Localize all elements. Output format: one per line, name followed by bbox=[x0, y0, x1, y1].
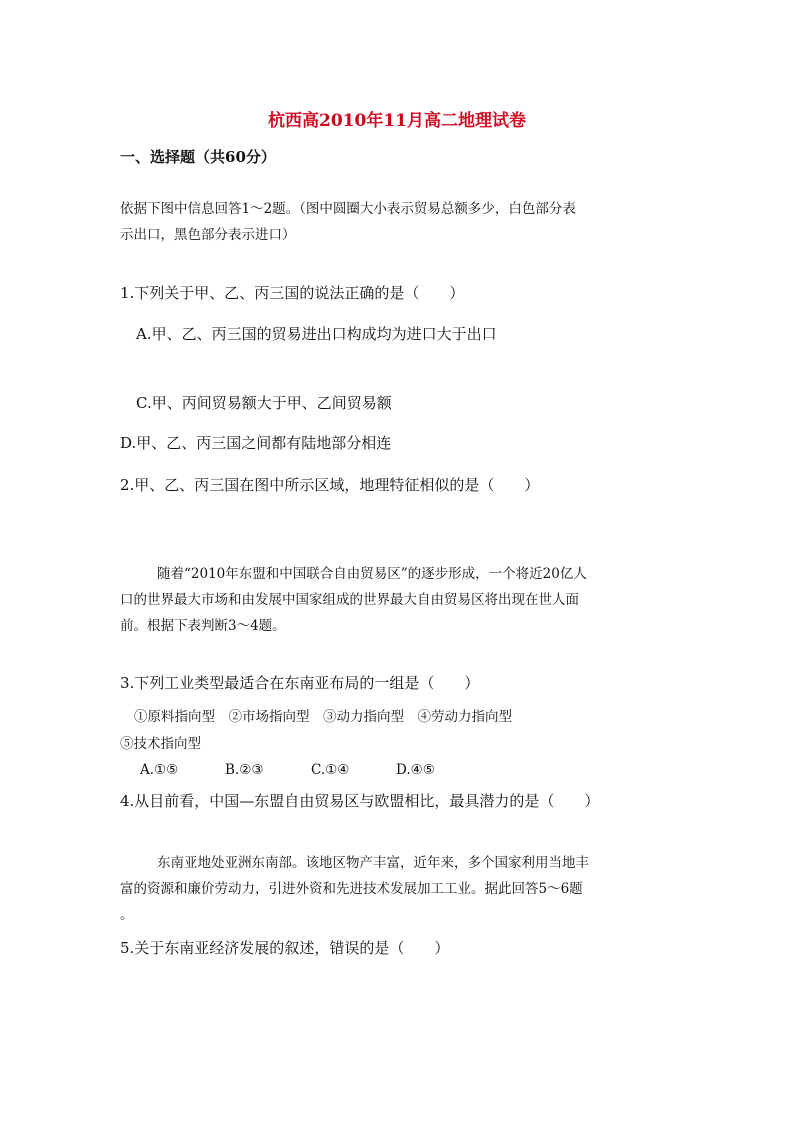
question-4-stem: 4.从目前看，中国—东盟自由贸易区与欧盟相比，最具潜力的是（ ） bbox=[120, 792, 600, 810]
section-heading: 一、选择题（共60分） bbox=[120, 148, 276, 166]
intro-3-line-3: 。 bbox=[120, 907, 134, 923]
question-5-stem: 5.关于东南亚经济发展的叙述，错误的是（ ） bbox=[120, 939, 450, 957]
intro-3-line-2: 富的资源和廉价劳动力，引进外资和先进技术发展加工工业。据此回答5～6题 bbox=[120, 881, 583, 897]
question-3-stem: 3.下列工业类型最适合在东南亚布局的一组是（ ） bbox=[120, 674, 480, 692]
question-1-option-c: C.甲、丙间贸易额大于甲、乙间贸易额 bbox=[136, 394, 392, 412]
question-1-stem: 1.下列关于甲、乙、丙三国的说法正确的是（ ） bbox=[120, 284, 465, 302]
question-2-stem: 2.甲、乙、丙三国在图中所示区域，地理特征相似的是（ ） bbox=[120, 476, 540, 494]
intro-2-line-2: 口的世界最大市场和由发展中国家组成的世界最大自由贸易区将出现在世人面 bbox=[120, 592, 579, 608]
question-3-items-line-2: ⑤技术指向型 bbox=[120, 736, 201, 752]
question-1-option-a: A.甲、乙、丙三国的贸易进出口构成均为进口大于出口 bbox=[136, 325, 497, 343]
question-3-choice-c: C.①④ bbox=[311, 762, 350, 778]
intro-1-line-2: 示出口，黑色部分表示进口） bbox=[120, 227, 296, 243]
question-3-choice-b: B.②③ bbox=[225, 762, 264, 778]
question-3-choice-d: D.④⑤ bbox=[396, 762, 435, 778]
question-1-option-d: D.甲、乙、丙三国之间都有陆地部分相连 bbox=[120, 434, 392, 452]
page-title: 杭西高2010年11月高二地理试卷 bbox=[268, 111, 526, 131]
question-3-items-line-1: ①原料指向型 ②市场指向型 ③动力指向型 ④劳动力指向型 bbox=[134, 709, 512, 725]
intro-2-line-3: 前。根据下表判断3～4题。 bbox=[120, 618, 286, 634]
intro-3-line-1: 东南亚地处亚洲东南部。该地区物产丰富，近年来，多个国家利用当地丰 bbox=[157, 855, 589, 871]
question-3-choice-a: A.①⑤ bbox=[140, 762, 179, 778]
intro-1-line-1: 依据下图中信息回答1～2题。（图中圆圈大小表示贸易总额多少，白色部分表 bbox=[120, 201, 576, 217]
intro-2-line-1: 随着“2010年东盟和中国联合自由贸易区”的逐步形成，一个将近20亿人 bbox=[157, 566, 587, 582]
